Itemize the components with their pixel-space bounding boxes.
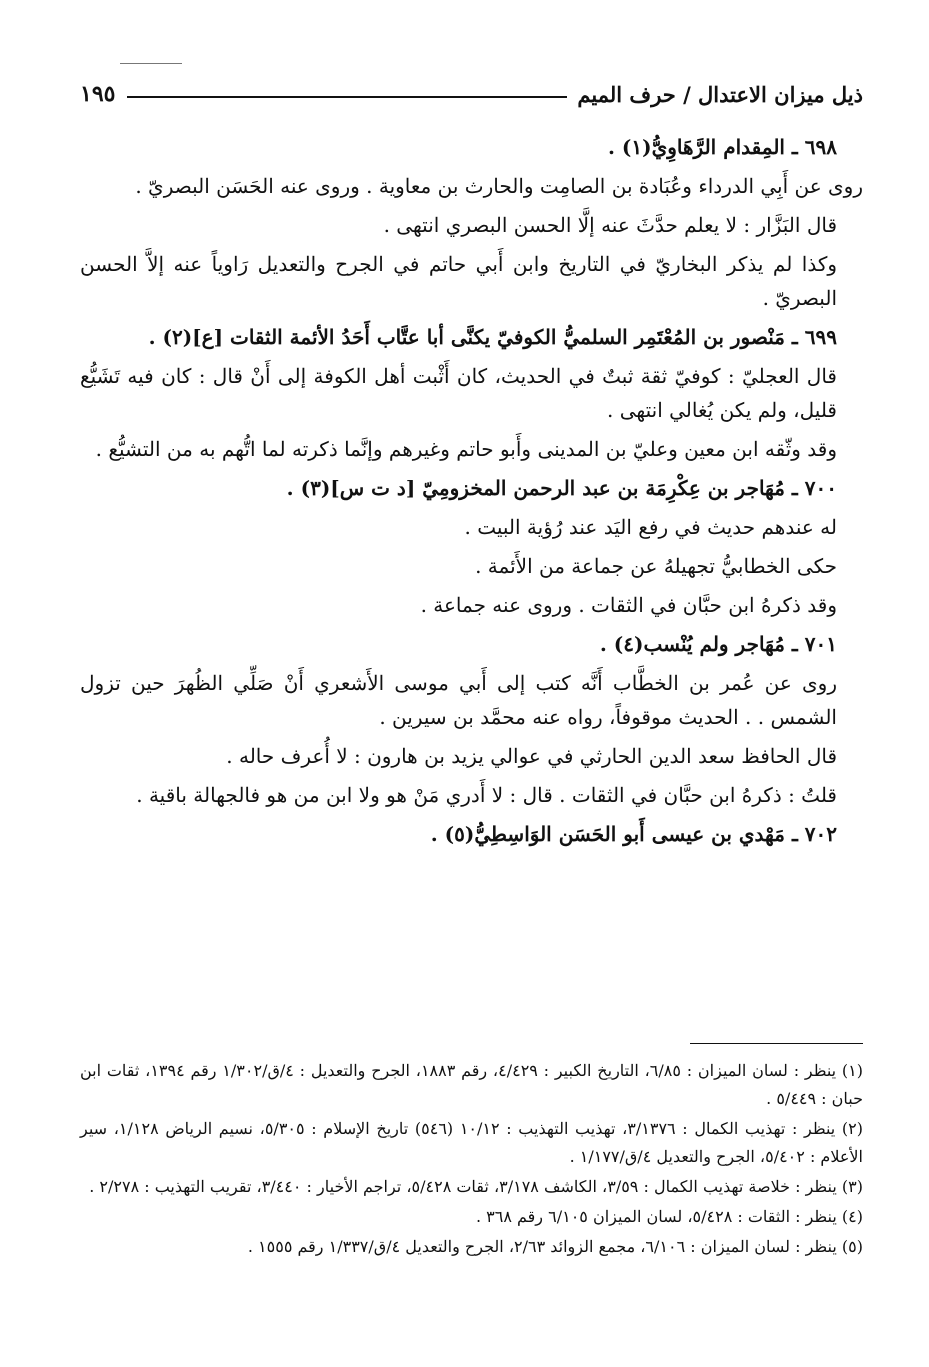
footnote: (٣) ينظر : خلاصة تهذيب الكمال : ٣/٥٩، الكاشف ٣/١٧٨، ثقات ٥/٤٢٨، تراجم الأخيار : ٣/٤٤٠، تقريب التهذيب : ٢/٢٧٨ .	[89, 1177, 863, 1196]
paragraph: قلتُ : ذكرهُ ابن حبَّان في الثقات . قال : لا أَدري مَنْ هو ولا ابن من هو فالجهالة باقية .	[136, 783, 837, 807]
entry-heading: ٧٠١ ـ مُهَاجر ولم يُنْسب(٤) .	[599, 632, 837, 656]
paragraph: قال العجليّ : كوفيّ ثقة ثبتٌ في الحديث، كان أَثْبت أهل الكوفة إلى أَنْ قال : كان فيه تَشَيُّع قليل، ولم يكن يُغالي انتهى .	[80, 364, 837, 422]
paragraph: وقد وثّقه ابن معين وعليّ بن المدينى وأَبو حاتم وغيرهم وإنَّما ذكرته لما اتُّهم به من التشيُّع .	[95, 437, 837, 461]
footnote: (٤) ينظر : الثقات : ٥/٤٢٨، لسان الميزان ٦/١٠٥ رقم ٣٦٨ .	[475, 1207, 863, 1226]
footnote-separator	[690, 1043, 863, 1044]
entry-heading: ٦٩٩ ـ مَنْصور بن المُعْتَمِر السلميُّ الكوفيّ يكنَّى أبا عتَّاب أَحَدُ الأئمة الثقات [ع](٢) .	[148, 325, 837, 349]
paragraph: روى عن عُمر بن الخطَّاب أَنَّه كتب إلى أَبي موسى الأَشعري أَنْ صَلِّي الظُهرَ حين تزول الشمس . . الحديث موقوفاً، رواه عنه محمَّد بن سيرين .	[80, 671, 837, 729]
main-text	[80, 130, 863, 856]
entry-heading: ٧٠٢ ـ مَهْدي بن عيسى أَبو الحَسَن الوَاسِطِيُّ(٥) .	[430, 822, 837, 846]
paragraph: قال الحافظ سعد الدين الحارثي في عوالي يزيد بن هارون : لا أُعرف حاله .	[226, 744, 837, 768]
top-margin-rule	[120, 63, 182, 64]
entry-heading: ٦٩٨ ـ المِقدام الرَّهَاوِيُّ(١) .	[608, 135, 837, 159]
entry-heading: ٧٠٠ ـ مُهَاجر بن عِكْرِمَة بن عبد الرحمن المخزومِيّ [د ت س](٣) .	[286, 476, 837, 500]
paragraph: روى عن أَبِي الدرداء وعُبَادة بن الصامِت والحارث بن معاوية . وروى عنه الحَسَن البصريّ .	[135, 174, 863, 198]
paragraph: قال البَزَّار : لا يعلم حدَّثَ عنه إلَّا الحسن البصري انتهى .	[383, 213, 837, 237]
footnotes	[80, 1057, 863, 1263]
paragraph: حكى الخطابيُّ تجهيلهُ عن جماعة من الأَئمة .	[475, 554, 837, 578]
paragraph: وكذا لم يذكر البخاريّ في التاريخ وابن أَبي حاتم في الجرح والتعديل رَاوياً عنه إلاَّ الحسن البصريّ .	[80, 252, 837, 310]
paragraph: له عندهم حديث في رفع اليَد عند رُؤية البيت .	[464, 515, 837, 539]
paragraph: وقد ذكرهُ ابن حبَّان في الثقات . وروى عنه جماعة .	[420, 593, 837, 617]
footnote: (٥) ينظر : لسان الميزان : ٦/١٠٦، مجمع الزوائد ٢/٦٣، الجرح والتعديل ٤/ق/١/٣٣٧ رقم ١٥٥٥ .	[247, 1237, 863, 1256]
header-rule	[127, 96, 567, 98]
running-header	[80, 76, 863, 112]
page-number: ١٩٥	[80, 81, 116, 107]
footnote: (١) ينظر : لسان الميزان : ٦/٨٥، التاريخ الكبير : ٤/٤٢٩، رقم ١٨٨٣، الجرح والتعديل : ٤/ق/١/٣٠٢ رقم ١٣٩٤، ثقات ابن حبان : ٥/٤٤٩ .	[80, 1061, 864, 1108]
footnote: (٢) ينظر : تهذيب الكمال : ٣/١٣٧٦، تهذيب التهذيب : ١٠/١٢ (٥٤٦) تاريخ الإسلام : ٥/٣٠٥، نسيم الرياض ١/١٢٨، سير الأعلام : ٥/٤٠٢، الجرح والتعديل ٤/ق/١/١٧٧ .	[80, 1119, 864, 1166]
running-title: ذيل ميزان الاعتدال / حرف الميم	[577, 81, 863, 107]
